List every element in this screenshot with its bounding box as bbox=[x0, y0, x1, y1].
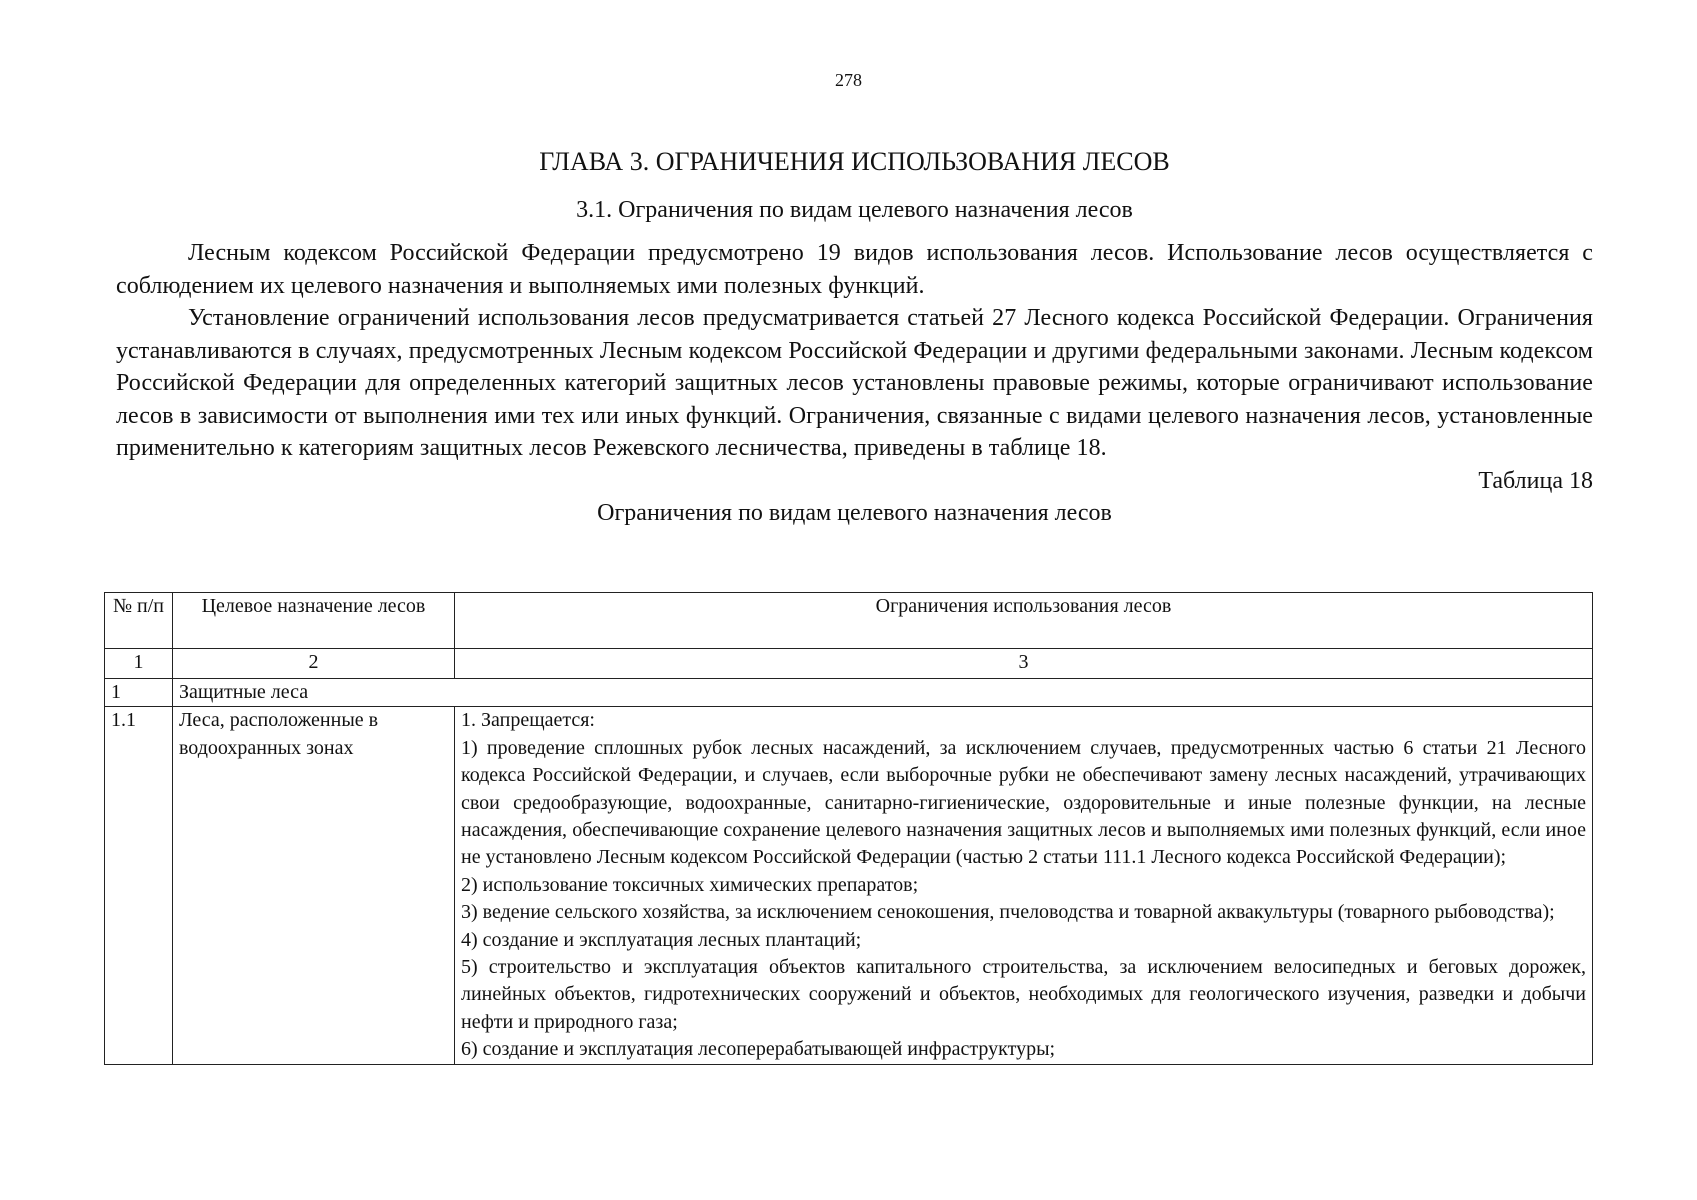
group-label: Защитные леса bbox=[173, 679, 1593, 707]
restriction-item: 4) создание и эксплуатация лесных плантаций; bbox=[461, 928, 862, 951]
section-title: 3.1. Ограничения по видам целевого назначения лесов bbox=[576, 197, 1133, 223]
table-header-row bbox=[105, 593, 1593, 649]
table-caption: Ограничения по видам целевого назначения лесов bbox=[597, 500, 1112, 526]
header-restrictions: Ограничения использования лесов bbox=[455, 593, 1593, 649]
restriction-item: 5) строительство и эксплуатация объектов капитального строительства, за исключением велосипедных и беговых дорожек, линейных объектов, гидротехнических сооружений и объектов, необходимых для геологического изучения, разведки и добычи нефти и природного газа; bbox=[461, 956, 1586, 1033]
column-number-row bbox=[105, 649, 1593, 679]
chapter-title: ГЛАВА 3. ОГРАНИЧЕНИЯ ИСПОЛЬЗОВАНИЯ ЛЕСОВ bbox=[539, 147, 1170, 176]
restriction-item: 1) проведение сплошных рубок лесных насаждений, за исключением случаев, предусмотренных частью 6 статьи 21 Лесного кодекса Российской Федерации, и случаев, если выборочные рубки не обеспечивают замену лесных насаждений, утрачивающих свои средообразующие, водоохранные, санитарно-гигиенические, оздоровительные и иные полезные функции, на лесные насаждения, обеспечивающие сохранение целевого назначения защитных лесов и выполняемых ими полезных функций, если иное не установлено Лесным кодексом Российской Федерации (частью 2 статьи 111.1 Лесного кодекса Российской Федерации); bbox=[461, 736, 1586, 869]
row-purpose: Леса, расположенные в водоохранных зонах bbox=[173, 707, 455, 1064]
restriction-item: 2) использование токсичных химических препаратов; bbox=[461, 873, 919, 896]
row-num: 1.1 bbox=[105, 707, 173, 1064]
row-restrictions bbox=[455, 707, 1593, 1064]
table-number: Таблица 18 bbox=[1478, 467, 1593, 494]
restrictions-table bbox=[104, 592, 1593, 1065]
group-num: 1 bbox=[105, 679, 173, 707]
paragraph: Лесным кодексом Российской Федерации предусмотрено 19 видов использования лесов. Использование лесов осуществляется с соблюдением их целевого назначения и выполняемых ими полезных функций. bbox=[116, 240, 1593, 299]
header-num: № п/п bbox=[105, 593, 173, 649]
restriction-item: 3) ведение сельского хозяйства, за исключением сенокошения, пчеловодства и товарной аквакультуры (товарного рыбоводства); bbox=[461, 901, 1555, 924]
paragraph: Установление ограничений использования лесов предусматривается статьей 27 Лесного кодекса Российской Федерации. Ограничения устанавливаются в случаях, предусмотренных Лесным кодексом Российской Федерации и другими федеральными законами. Лесным кодексом Российской Федерации для определенных категорий защитных лесов установлены правовые режимы, которые ограничивают использование лесов в зависимости от выполнения ими тех или иных функций. Ограничения, связанные с видами целевого назначения лесов, установленные применительно к категориям защитных лесов Режевского лесничества, приведены в таблице 18. bbox=[116, 305, 1593, 461]
restriction-item: 1. Запрещается: bbox=[461, 709, 595, 732]
column-number: 1 bbox=[105, 649, 173, 679]
column-number: 3 bbox=[455, 649, 1593, 679]
restriction-item: 6) создание и эксплуатация лесоперерабатывающей инфраструктуры; bbox=[461, 1038, 1056, 1061]
header-purpose: Целевое назначение лесов bbox=[173, 593, 455, 649]
document-body bbox=[116, 146, 1593, 541]
table-row bbox=[105, 707, 1593, 1064]
page-number: 278 bbox=[835, 70, 862, 90]
column-number: 2 bbox=[173, 649, 455, 679]
group-row bbox=[105, 679, 1593, 707]
